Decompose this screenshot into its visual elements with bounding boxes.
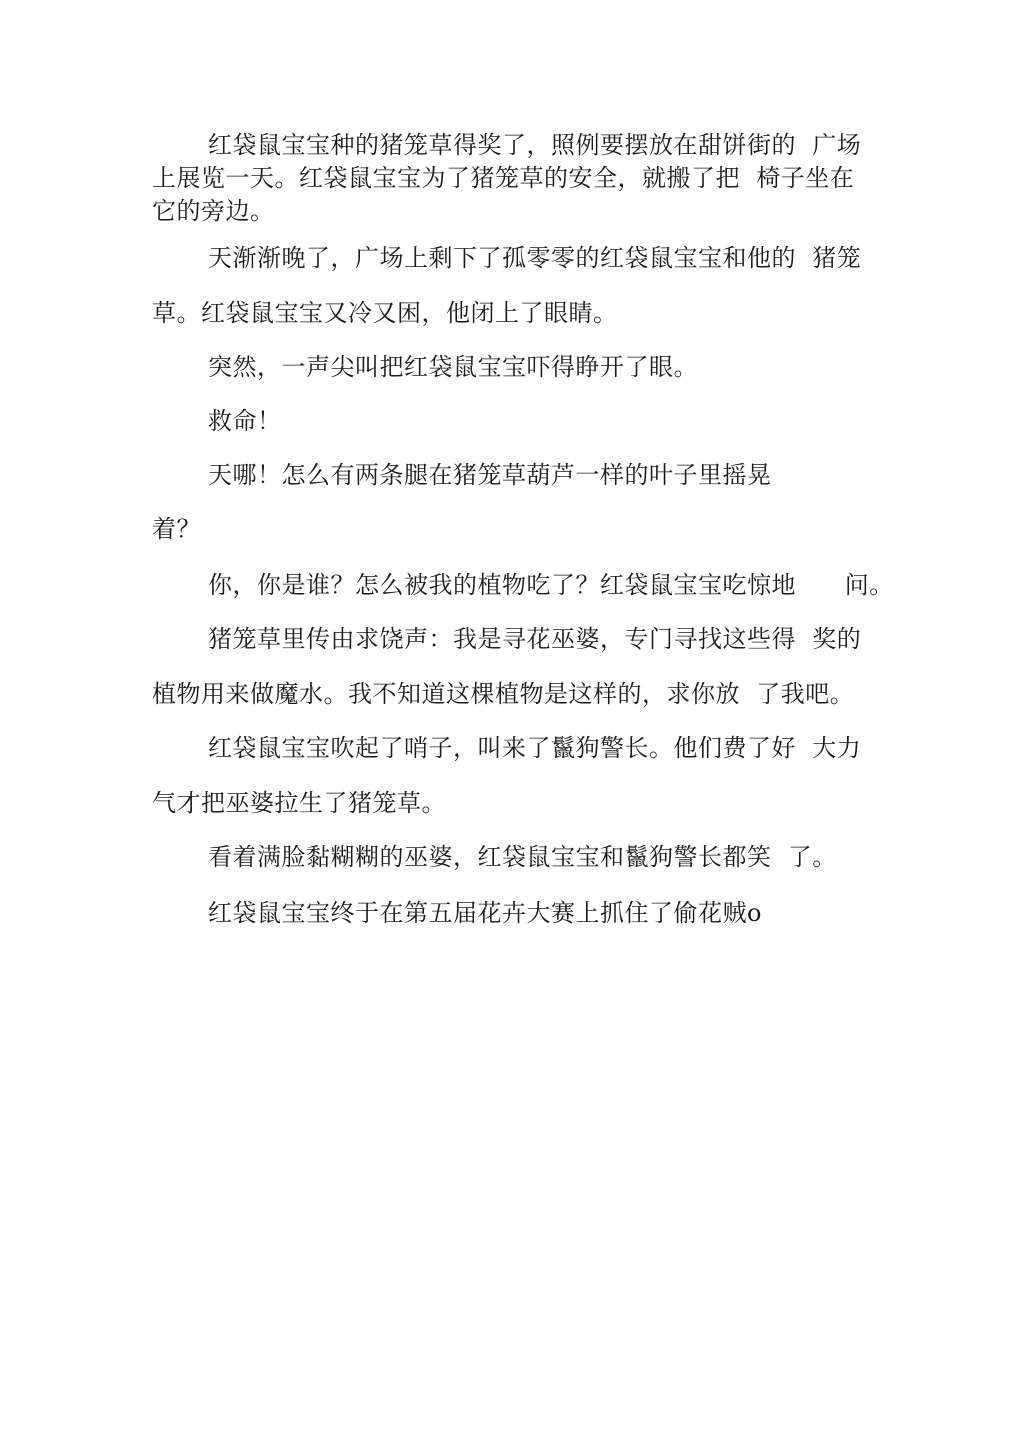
text-line: 天渐渐晚了，广场上剩下了孤零零的红袋鼠宝宝和他的 猪笼 [208,244,862,272]
text-line: 看着满脸黏糊糊的巫婆，红袋鼠宝宝和鬣狗警长都笑 了。 [208,843,837,871]
text-line: 上展览一天。红袋鼠宝宝为了猪笼草的安全，就搬了把 椅子坐在 [152,164,855,192]
text-line: 天哪！怎么有两条腿在猪笼草葫芦一样的叶子里摇晃 [208,461,772,489]
text-line: 着？ [152,515,201,543]
text-line: 你，你是谁？怎么被我的植物吃了？红袋鼠宝宝吃惊地 问。 [208,571,894,599]
text-line: 猪笼草里传由求饶声：我是寻花巫婆，专门寻找这些得 奖的 [208,625,862,653]
text-line: 红袋鼠宝宝终于在第五届花卉大赛上抓住了偷花贼o [208,899,762,927]
text-line: 气才把巫婆拉生了猪笼草。 [152,789,446,817]
text-line: 它的旁边。 [152,197,275,225]
text-line: 红袋鼠宝宝吹起了哨子，叫来了鬣狗警长。他们费了好 大力 [208,734,862,762]
text-line: 植物用来做魔水。我不知道这棵植物是这样的，求你放 了我吧。 [152,680,855,708]
text-line: 突然，一声尖叫把红袋鼠宝宝吓得睁开了眼。 [208,353,698,381]
text-line: 救命！ [208,407,282,435]
text-line: 草。红袋鼠宝宝又冷又困，他闭上了眼睛。 [152,299,618,327]
text-line: 红袋鼠宝宝种的猪笼草得奖了，照例要摆放在甜饼街的 广场 [208,131,862,159]
